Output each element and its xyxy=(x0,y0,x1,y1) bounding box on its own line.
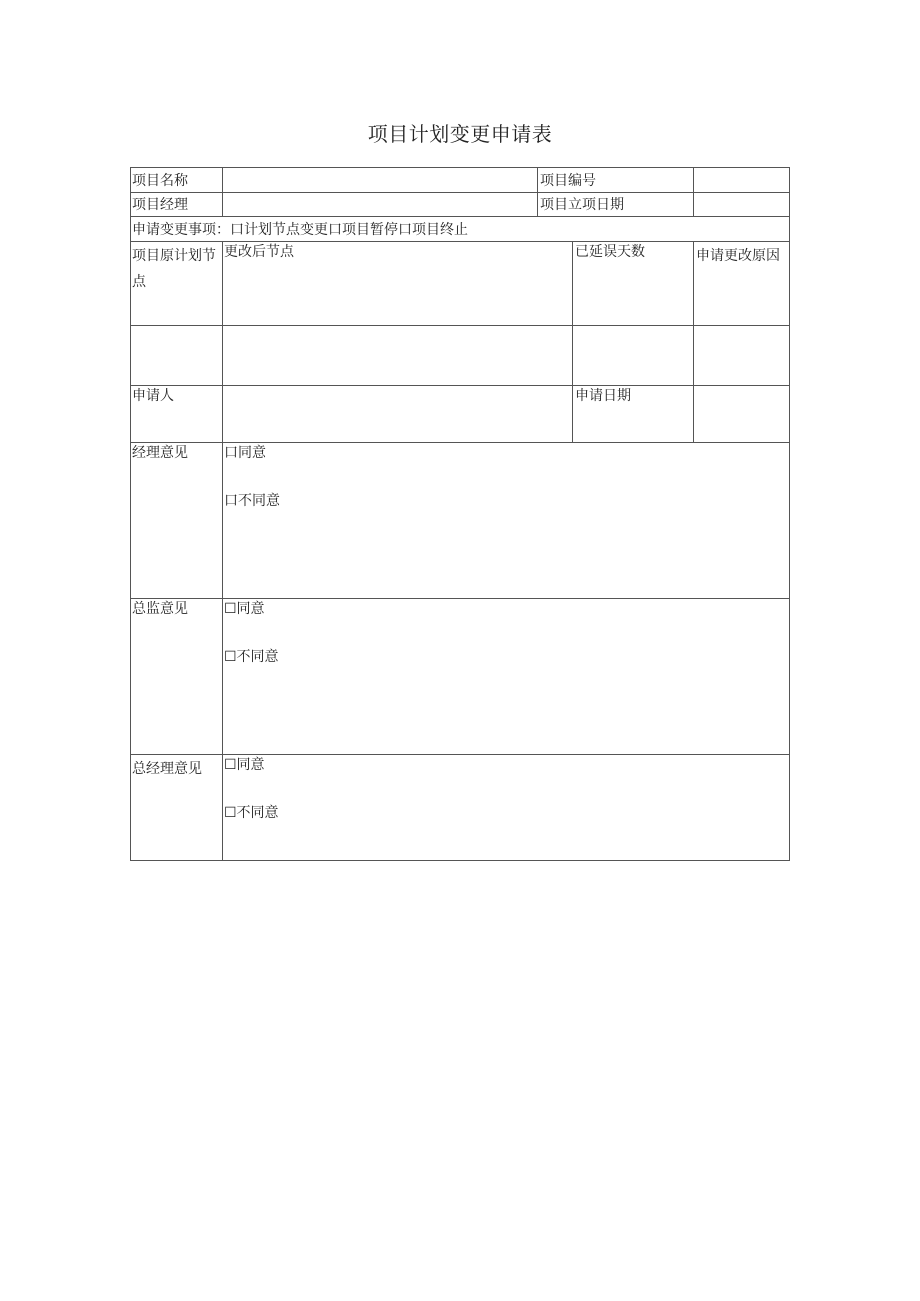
original-node-label: 项目原计划节点 xyxy=(132,248,216,290)
change-items-text: 申请变更事项：口计划节点变更口项目暂停口项目终止 xyxy=(132,222,468,238)
manager-disagree-checkbox[interactable]: 口不同意 xyxy=(224,493,280,509)
delay-days-label: 已延误天数 xyxy=(575,244,645,260)
project-manager-label: 项目经理 xyxy=(132,197,188,213)
gm-opinion-label: 总经理意见 xyxy=(132,761,202,777)
applicant-field[interactable] xyxy=(223,386,572,442)
apply-date-field[interactable] xyxy=(694,386,789,442)
change-request-form xyxy=(130,167,790,861)
border-right xyxy=(789,167,790,861)
new-node-field[interactable] xyxy=(223,326,572,385)
project-name-label: 项目名称 xyxy=(132,173,188,189)
director-disagree-checkbox[interactable]: ☐不同意 xyxy=(224,649,279,665)
gm-agree-checkbox[interactable]: ☐同意 xyxy=(224,757,265,773)
original-node-field[interactable] xyxy=(131,326,222,385)
applicant-label: 申请人 xyxy=(132,388,174,404)
project-date-label: 项目立项日期 xyxy=(540,197,624,213)
manager-agree-checkbox[interactable]: 口同意 xyxy=(224,445,266,461)
project-no-field[interactable] xyxy=(694,168,789,192)
project-no-label: 项目编号 xyxy=(540,173,596,189)
change-reason-field[interactable] xyxy=(694,326,789,385)
change-reason-label: 申请更改原因 xyxy=(696,248,780,264)
delay-days-field[interactable] xyxy=(573,326,693,385)
page-title: 项目计划变更申请表 xyxy=(367,122,553,146)
project-manager-field[interactable] xyxy=(223,193,537,216)
col-divider xyxy=(537,167,538,217)
project-name-field[interactable] xyxy=(223,168,537,192)
border-bottom xyxy=(130,860,790,861)
director-agree-checkbox[interactable]: ☐同意 xyxy=(224,601,265,617)
gm-disagree-checkbox[interactable]: ☐不同意 xyxy=(224,805,279,821)
project-date-field[interactable] xyxy=(694,193,789,216)
new-node-label: 更改后节点 xyxy=(224,244,294,260)
director-opinion-label: 总监意见 xyxy=(132,601,188,617)
row-divider xyxy=(130,216,790,217)
apply-date-label: 申请日期 xyxy=(575,388,631,404)
manager-opinion-label: 经理意见 xyxy=(132,445,188,461)
border-left xyxy=(130,167,131,861)
